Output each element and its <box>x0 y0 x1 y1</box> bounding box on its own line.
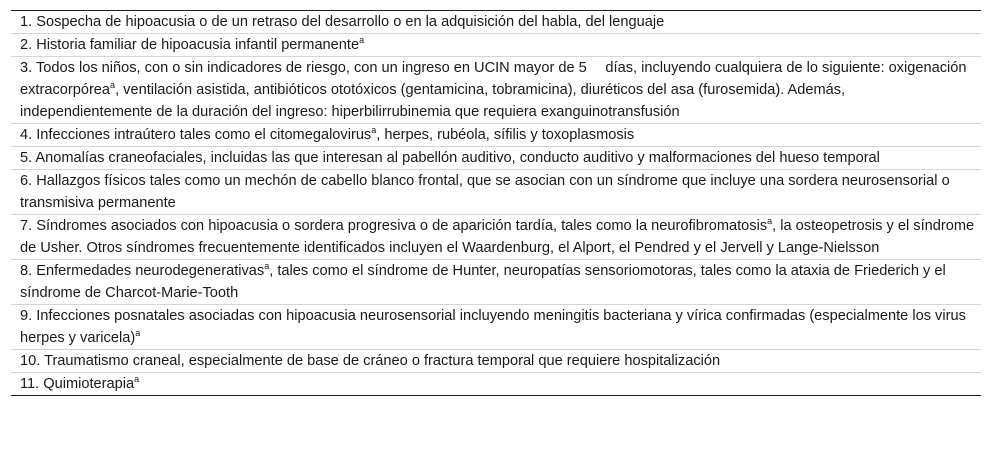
criterion-row <box>11 215 981 260</box>
criterion-text: 4. Infecciones intraútero tales como el citomegalovirus <box>20 127 372 143</box>
criterion-text: 7. Síndromes asociados con hipoacusia o sordera progresiva o de aparición tardía, tales como la neurofibromatosis <box>20 218 768 234</box>
footnote-mark: a <box>110 80 116 90</box>
criterion-row <box>11 305 981 350</box>
criterion-row <box>11 124 981 147</box>
criterion-text: 11. Quimioterapia <box>20 376 135 392</box>
criterion-text-cont: , ventilación asistida, antibióticos ototóxicos (gentamicina, tobramicina), diuréticos del asa (furosemida). Además, independientemente de la duración del ingreso: hiperbilirrubinemia que requiera exanguinotransfusión <box>20 82 846 120</box>
criterion-row <box>11 260 981 305</box>
criterion-text: 2. Historia familiar de hipoacusia infantil permanente <box>20 37 360 53</box>
risk-criteria-table <box>11 10 981 396</box>
footnote-mark: a <box>371 125 377 135</box>
criterion-text: 5. Anomalías craneofaciales, incluidas las que interesan al pabellón auditivo, conducto auditivo y malformaciones del hueso temporal <box>20 150 880 166</box>
criterion-row <box>11 170 981 215</box>
criterion-text: 3. Todos los niños, con o sin indicadores de riesgo, con un ingreso en UCIN mayor de 5 días, incluyendo cualquiera de lo siguiente: oxigenación extracorpórea <box>20 60 967 98</box>
criterion-text-cont: , tales como el síndrome de Hunter, neuropatías sensoriomotoras, tales como la ataxia de Friederich y el síndrome de Charcot-Marie-Tooth <box>20 263 946 301</box>
criterion-text: 9. Infecciones posnatales asociadas con hipoacusia neurosensorial incluyendo meningitis bacteriana y vírica confirmadas (especialmente los virus herpes y varicela) <box>20 308 966 346</box>
criterion-row <box>11 57 981 124</box>
criterion-text: 10. Traumatismo craneal, especialmente de base de cráneo o fractura temporal que requiere hospitalización <box>20 353 721 369</box>
footnote-mark: a <box>767 216 773 226</box>
criterion-row <box>11 373 981 395</box>
criterion-text-cont: , herpes, rubéola, sífilis y toxoplasmosis <box>376 127 635 143</box>
criterion-row <box>11 147 981 170</box>
criterion-text: 8. Enfermedades neurodegenerativas <box>20 263 265 279</box>
criterion-row <box>11 34 981 57</box>
criterion-row <box>11 11 981 34</box>
footnote-mark: a <box>359 35 365 45</box>
footnote-mark: a <box>264 261 270 271</box>
criterion-text: 1. Sospecha de hipoacusia o de un retraso del desarrollo o en la adquisición del habla, del lenguaje <box>20 14 665 30</box>
footnote-mark: a <box>135 328 141 338</box>
criterion-row <box>11 350 981 373</box>
criterion-text-cont: , la osteopetrosis y el síndrome de Usher. Otros síndromes frecuentemente identificados incluyen el Waardenburg, el Alport, el Pendred y el Jervell y Lange-Nielsson <box>20 218 975 256</box>
footnote-mark: a <box>134 374 140 384</box>
criterion-text: 6. Hallazgos físicos tales como un mechón de cabello blanco frontal, que se asocian con un síndrome que incluye una sordera neurosensorial o transmisiva permanente <box>20 173 950 211</box>
